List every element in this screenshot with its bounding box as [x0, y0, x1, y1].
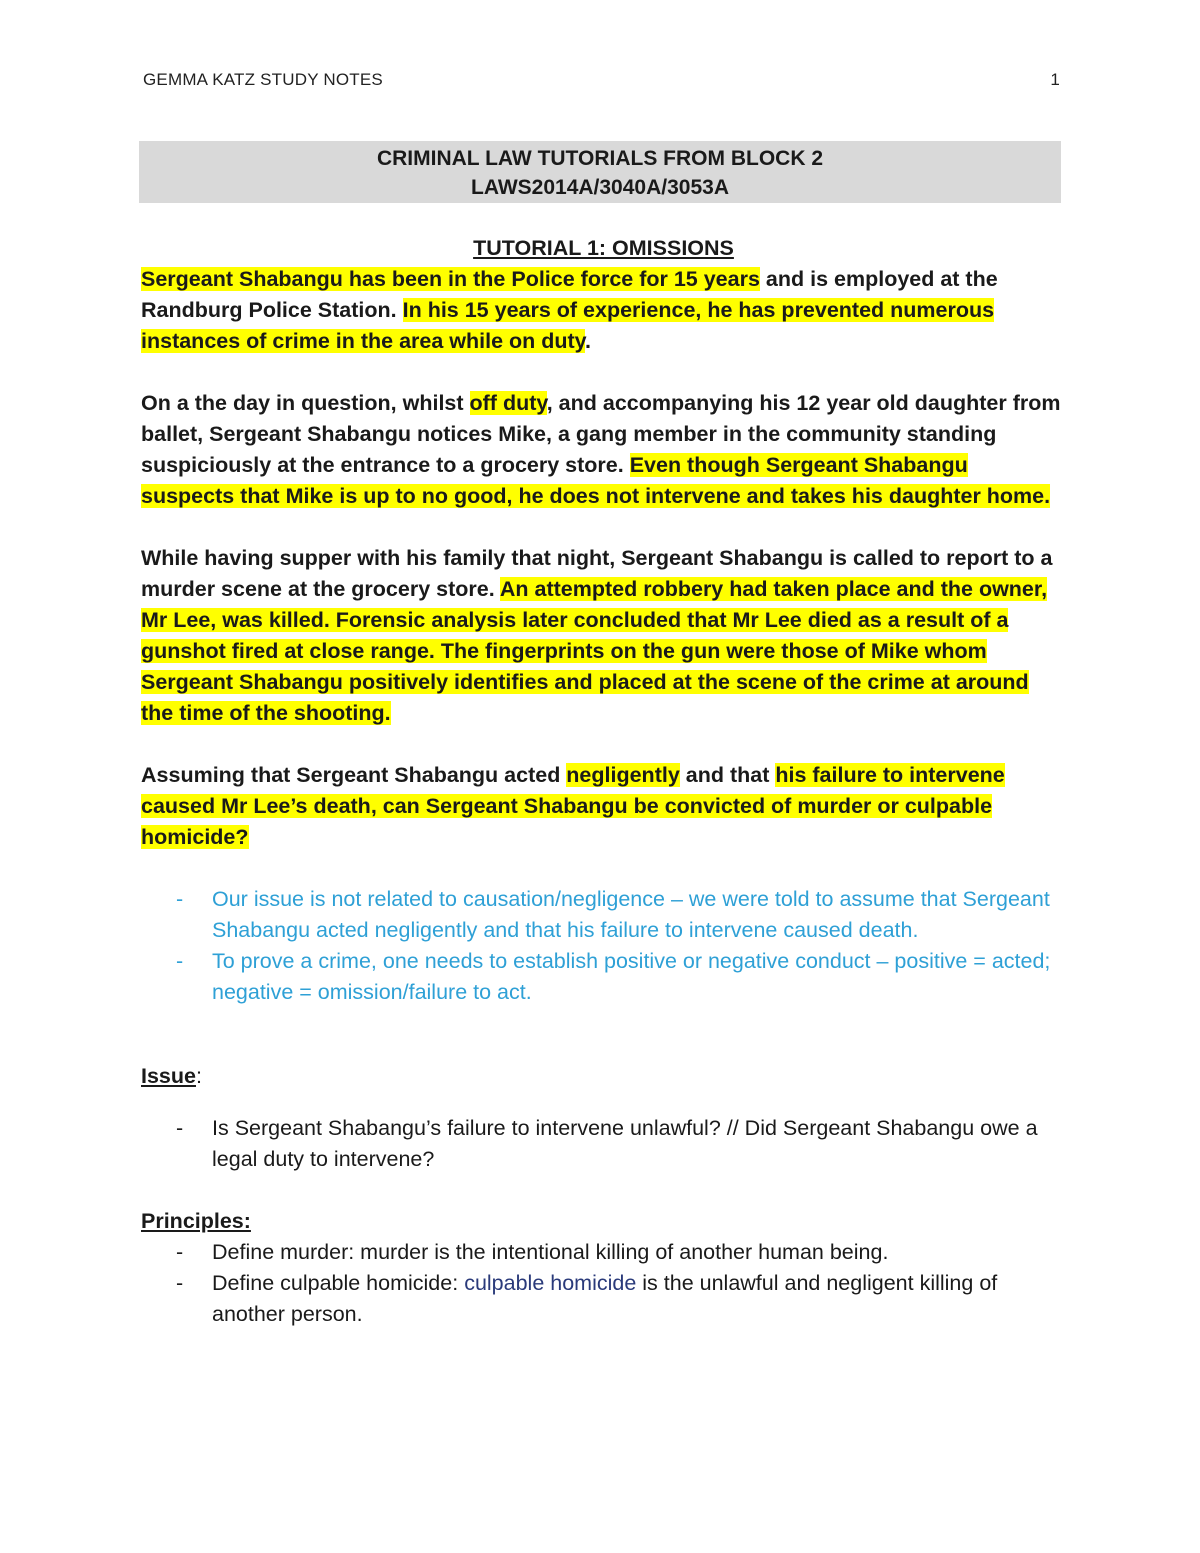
- list-item: [141, 1268, 1066, 1330]
- highlight: Sergeant Shabangu has been in the Police force for 15 years: [141, 267, 760, 291]
- text-run: , and accompanying his 12 year old daughter from ballet, Sergeant Shabangu notices Mike, a gang member in the community standing suspiciously at the entrance to a grocery store.: [141, 391, 1061, 477]
- text-run: .: [585, 329, 592, 353]
- notes-list: [141, 884, 1066, 1008]
- list-item: [141, 946, 1066, 1008]
- paragraph-facts-1: [141, 264, 1066, 357]
- list-item-text: To prove a crime, one needs to establish positive or negative conduct – positive = acted; negative = omission/failure to act.: [212, 949, 1051, 1004]
- highlight: In his 15 years of experience, he has prevented numerous instances of crime in the area while on duty: [141, 298, 995, 353]
- issue-heading: Issue: [141, 1063, 196, 1088]
- list-item-text: Define culpable homicide:: [212, 1271, 465, 1295]
- bullet-dash: -: [176, 887, 184, 911]
- title-banner: [139, 141, 1061, 203]
- title-line-1: CRIMINAL LAW TUTORIALS FROM BLOCK 2: [376, 147, 824, 170]
- issue-heading-line: [141, 1061, 1066, 1092]
- list-item: [141, 1113, 1066, 1175]
- principles-list: [141, 1237, 1066, 1330]
- page-header: [143, 70, 1060, 90]
- document-body: [141, 233, 1066, 1330]
- defined-term: culpable homicide: [464, 1271, 637, 1295]
- text-run: Assuming that Sergeant Shabangu acted: [141, 763, 567, 787]
- list-item: [141, 884, 1066, 946]
- list-item-text: Define murder: murder is the intentional killing of another human being.: [212, 1240, 889, 1264]
- tutorial-heading: TUTORIAL 1: OMISSIONS: [473, 236, 734, 260]
- text-run: and that: [679, 763, 776, 787]
- highlight: Even though Sergeant Shabangu suspects that Mike is up to no good, he does not intervene and takes his daughter home.: [141, 453, 1051, 508]
- highlight: negligently: [566, 763, 680, 787]
- issue-list: [141, 1113, 1066, 1175]
- paragraph-facts-3: [141, 543, 1066, 729]
- text-run: On a the day in question, whilst: [141, 391, 470, 415]
- text-run: While having supper with his family that night, Sergeant Shabangu is called to report to a murder scene at the grocery store.: [141, 546, 1053, 601]
- principles-heading: Principles:: [141, 1209, 251, 1233]
- page-number: 1: [1050, 70, 1060, 89]
- list-item-text: Our issue is not related to causation/negligence – we were told to assume that Sergeant Shabangu acted negligently and that his failure to intervene caused death.: [212, 887, 1050, 942]
- bullet-dash: -: [176, 1271, 184, 1295]
- highlight: his failure to intervene caused Mr Lee’s death, can Sergeant Shabangu be convicted of murder or culpable homicide?: [141, 763, 1005, 849]
- list-item-text: Is Sergeant Shabangu’s failure to intervene unlawful? // Did Sergeant Shabangu owe a legal duty to intervene?: [212, 1116, 1038, 1171]
- highlight: off duty: [469, 391, 547, 415]
- bullet-dash: -: [176, 1116, 184, 1140]
- list-item-text: is the unlawful and negligent killing of another person.: [212, 1271, 998, 1326]
- text-run: and is employed at the Randburg Police Station.: [141, 267, 998, 322]
- paragraph-question: [141, 760, 1066, 853]
- bullet-dash: -: [176, 949, 184, 973]
- header-title: GEMMA KATZ STUDY NOTES: [143, 70, 383, 89]
- title-line-2: LAWS2014A/3040A/3053A: [471, 176, 729, 199]
- list-item: [141, 1237, 1066, 1268]
- paragraph-facts-2: [141, 388, 1066, 512]
- bullet-dash: -: [176, 1240, 184, 1264]
- highlight: An attempted robbery had taken place and the owner, Mr Lee, was killed. Forensic analysis later concluded that Mr Lee died as a result of a gunshot fired at close range. The fingerprints on the gun were those of Mike whom Sergeant Shabangu positively identifies and placed at the scene of the crime at around the time of the shooting.: [141, 577, 1048, 725]
- text-run: :: [195, 1063, 202, 1088]
